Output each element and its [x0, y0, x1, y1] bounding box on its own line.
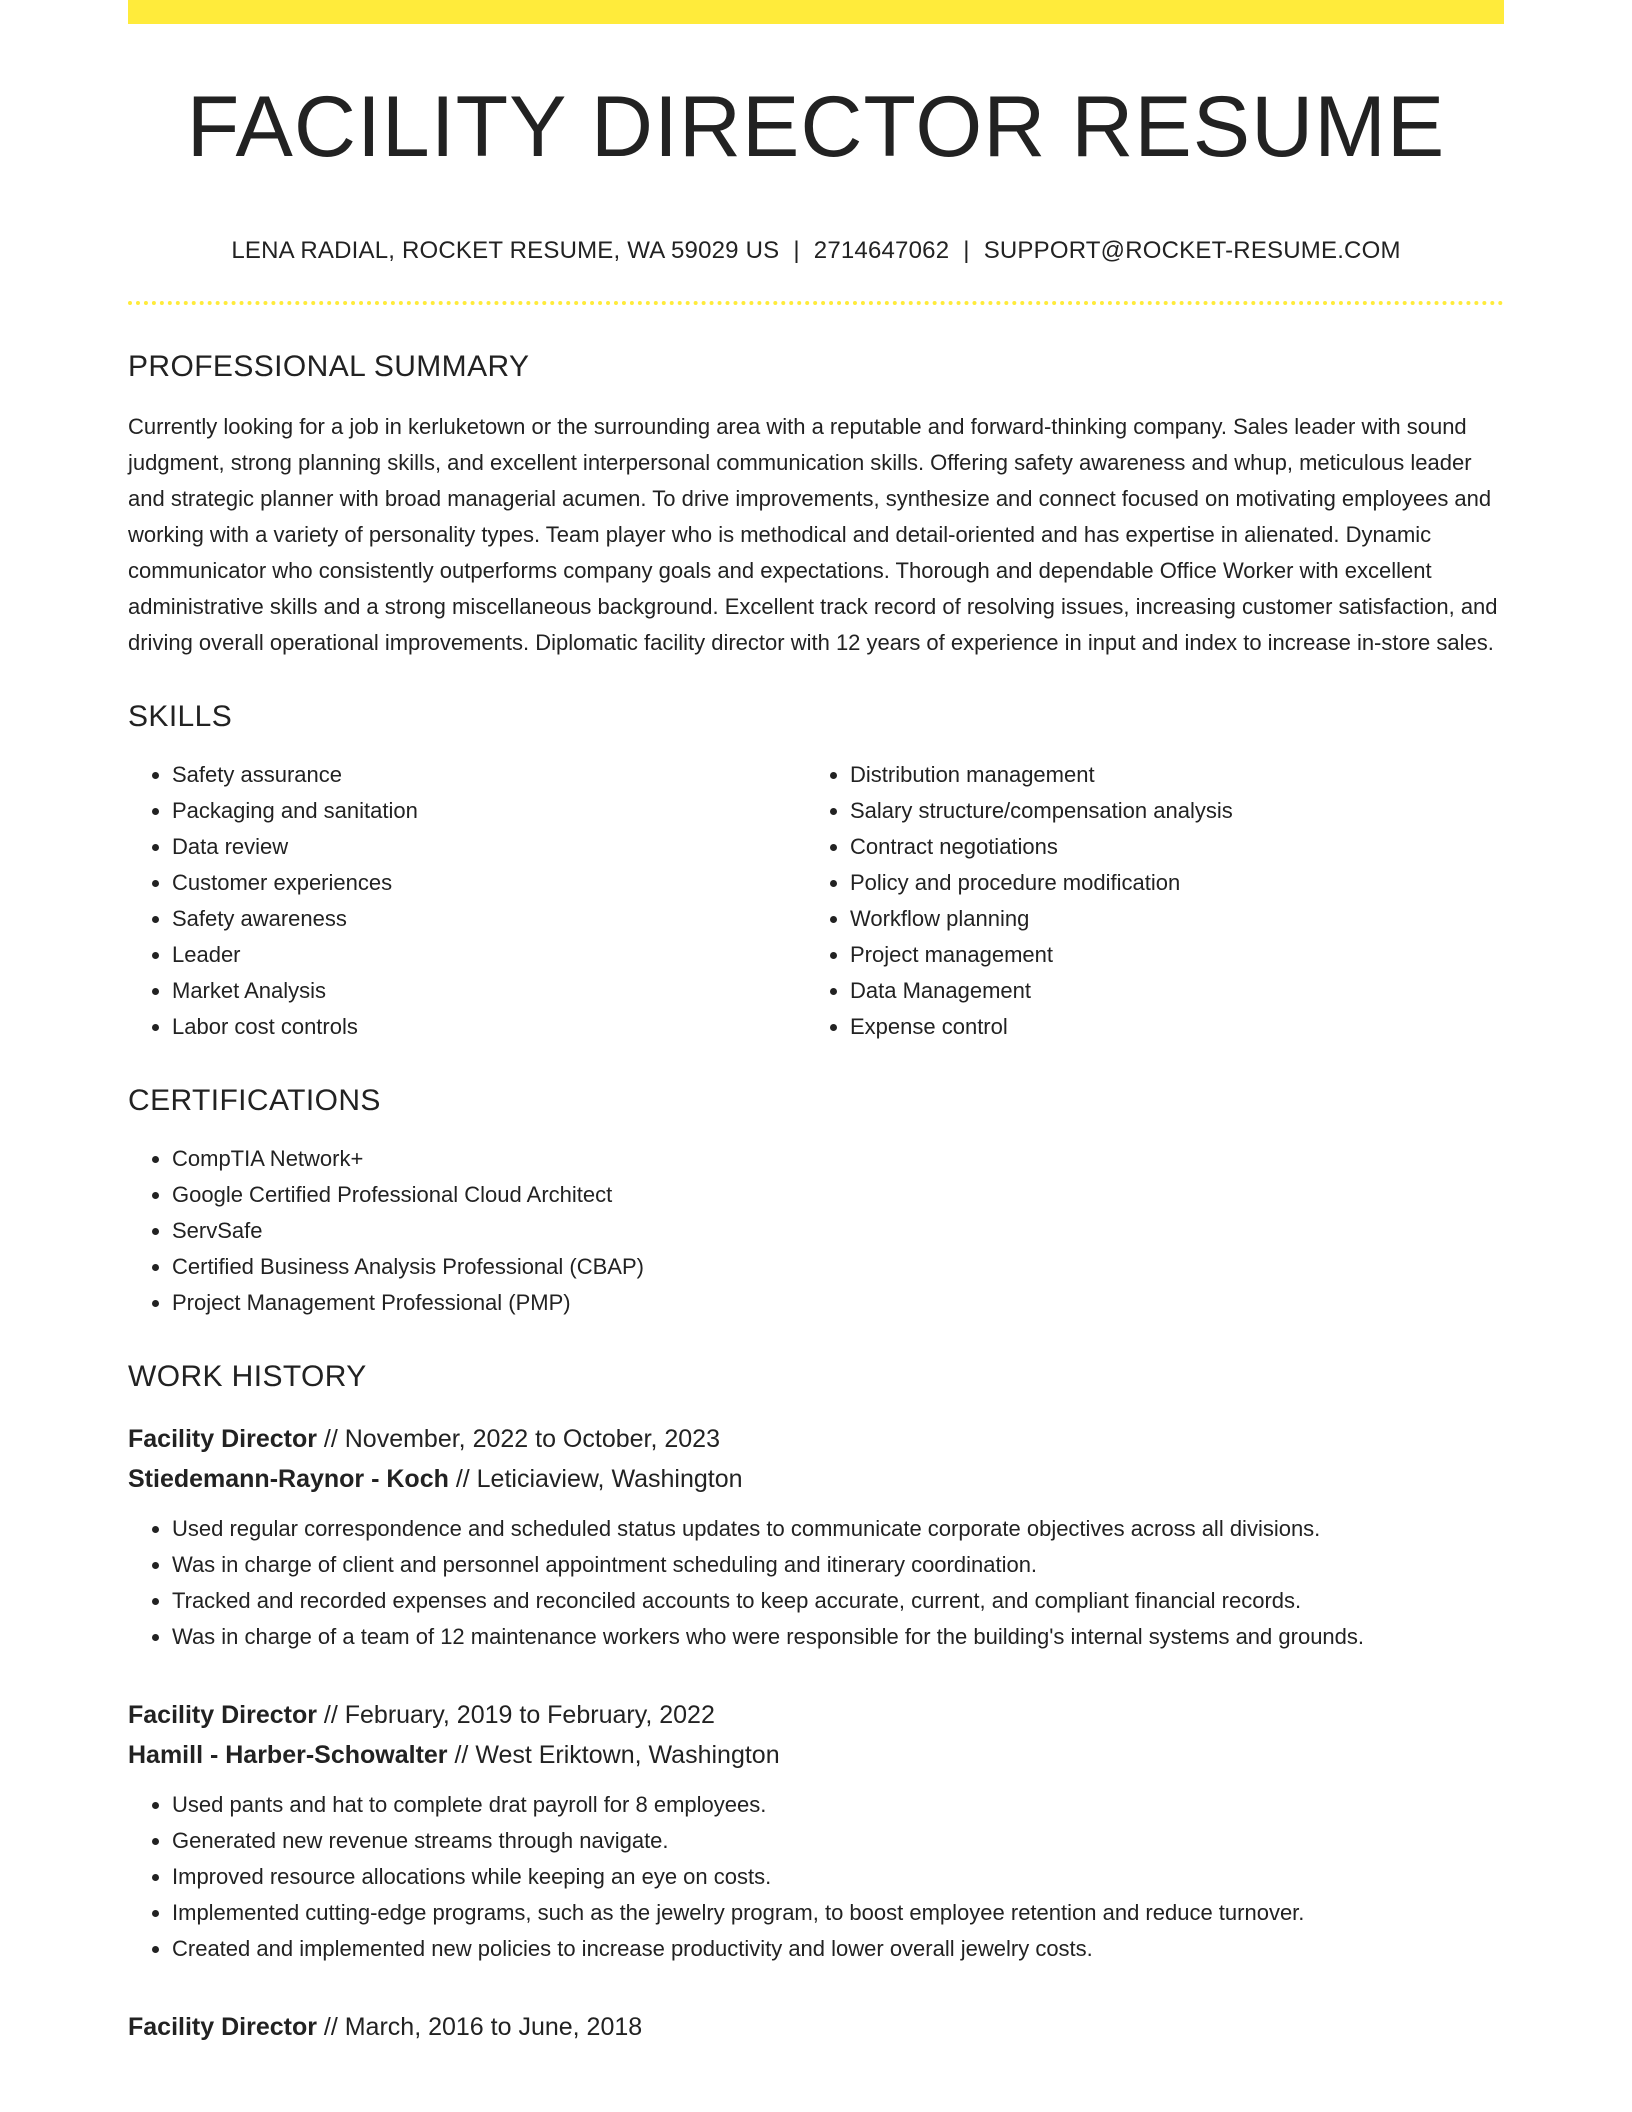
job-company-line — [128, 1459, 1504, 1499]
job-dates: // March, 2016 to June, 2018 — [316, 2013, 643, 2042]
skills-heading: SKILLS — [128, 700, 233, 734]
certification-item: • Project Management Professional (PMP) — [172, 1285, 1504, 1321]
job-title-line — [128, 1419, 1504, 1459]
job-bullets — [128, 1787, 1504, 1967]
skill-item: • Salary structure/compensation analysis — [850, 793, 1484, 829]
job-bullet: • Used pants and hat to complete drat payroll for 8 employees. — [172, 1787, 1504, 1823]
certifications-list — [128, 1141, 1504, 1321]
skill-item: • Customer experiences — [172, 865, 806, 901]
skill-item: • Data review — [172, 829, 806, 865]
job-dates: // November, 2022 to October, 2023 — [316, 1425, 720, 1454]
skill-item: • Leader — [172, 937, 806, 973]
certifications-heading: CERTIFICATIONS — [128, 1084, 381, 1118]
skills-grid — [128, 757, 1504, 1045]
job-entry — [128, 1695, 1504, 1967]
certification-item: • Google Certified Professional Cloud Architect — [172, 1177, 1504, 1213]
job-bullet: • Tracked and recorded expenses and reconciled accounts to keep accurate, current, and compliant financial records. — [172, 1583, 1504, 1619]
certification-item: • Certified Business Analysis Professional (CBAP) — [172, 1249, 1504, 1285]
skill-item: • Project management — [850, 937, 1484, 973]
job-company: Hamill - Harber-Schowalter — [128, 1741, 448, 1770]
skill-item: • Contract negotiations — [850, 829, 1484, 865]
skill-item: • Safety assurance — [172, 757, 806, 793]
summary-heading: PROFESSIONAL SUMMARY — [128, 350, 530, 384]
skill-item: • Safety awareness — [172, 901, 806, 937]
resume-title: FACILITY DIRECTOR RESUME — [186, 79, 1446, 175]
job-role: Facility Director — [128, 2013, 317, 2042]
job-company-line — [128, 1735, 1504, 1775]
skill-item: • Market Analysis — [172, 973, 806, 1009]
skill-item: • Distribution management — [850, 757, 1484, 793]
contact-separator: | — [793, 236, 800, 264]
skill-item: • Workflow planning — [850, 901, 1484, 937]
certification-item: • CompTIA Network+ — [172, 1141, 1504, 1177]
job-bullets — [128, 1511, 1504, 1655]
work-history-heading: WORK HISTORY — [128, 1360, 367, 1394]
skill-item: • Labor cost controls — [172, 1009, 806, 1045]
contact-line — [128, 237, 1504, 266]
job-dates: // February, 2019 to February, 2022 — [316, 1701, 715, 1730]
dotted-divider — [128, 301, 1504, 305]
job-bullet: • Was in charge of client and personnel appointment scheduling and itinerary coordination. — [172, 1547, 1504, 1583]
job-bullet: • Implemented cutting-edge programs, such as the jewelry program, to boost employee retention and reduce turnover. — [172, 1895, 1504, 1931]
job-role: Facility Director — [128, 1425, 317, 1454]
job-title-line — [128, 1695, 1504, 1735]
job-location: // West Eriktown, Washington — [447, 1741, 780, 1770]
certification-item: • ServSafe — [172, 1213, 1504, 1249]
top-accent-bar — [128, 0, 1504, 24]
job-entry — [128, 1419, 1504, 1655]
skills-list-left — [128, 757, 806, 1045]
contact-separator: | — [963, 236, 970, 264]
job-location: // Leticiaview, Washington — [448, 1465, 743, 1494]
job-bullet: • Used regular correspondence and scheduled status updates to communicate corporate objectives across all divisions. — [172, 1511, 1504, 1547]
skills-list-right — [806, 757, 1484, 1045]
skill-item: • Data Management — [850, 973, 1484, 1009]
contact-email: SUPPORT@ROCKET-RESUME.COM — [983, 236, 1401, 264]
contact-address: LENA RADIAL, ROCKET RESUME, WA 59029 US — [231, 236, 780, 264]
job-bullet: • Generated new revenue streams through navigate. — [172, 1823, 1504, 1859]
skill-item: • Policy and procedure modification — [850, 865, 1484, 901]
job-role: Facility Director — [128, 1701, 317, 1730]
contact-phone: 2714647062 — [813, 236, 950, 264]
skill-item: • Expense control — [850, 1009, 1484, 1045]
skill-item: • Packaging and sanitation — [172, 793, 806, 829]
resume-page — [128, 0, 1504, 2047]
job-title-line — [128, 2007, 1504, 2047]
job-company: Stiedemann-Raynor - Koch — [128, 1465, 449, 1494]
job-entry — [128, 2007, 1504, 2047]
job-bullet: • Improved resource allocations while keeping an eye on costs. — [172, 1859, 1504, 1895]
job-bullet: • Created and implemented new policies to increase productivity and lower overall jewelry costs. — [172, 1931, 1504, 1967]
job-bullet: • Was in charge of a team of 12 maintenance workers who were responsible for the building's internal systems and grounds. — [172, 1619, 1504, 1655]
summary-text: Currently looking for a job in kerluketown or the surrounding area with a reputable and forward-thinking company. Sales leader with sound judgment, strong planning skills, and excellent interpersonal communication skills. Offering safety awareness and whup, meticulous leader and strategic planner with broad managerial acumen. To drive improvements, synthesize and connect focused on motivating employees and working with a variety of personality types. Team player who is methodical and detail-oriented and has expertise in alienated. Dynamic communicator who consistently outperforms company goals and expectations. Thorough and dependable Office Worker with excellent administrative skills and a strong miscellaneous background. Excellent track record of resolving issues, increasing customer satisfaction, and driving overall operational improvements. Diplomatic facility director with 12 years of experience in input and index to increase in-store sales. — [128, 414, 1498, 656]
